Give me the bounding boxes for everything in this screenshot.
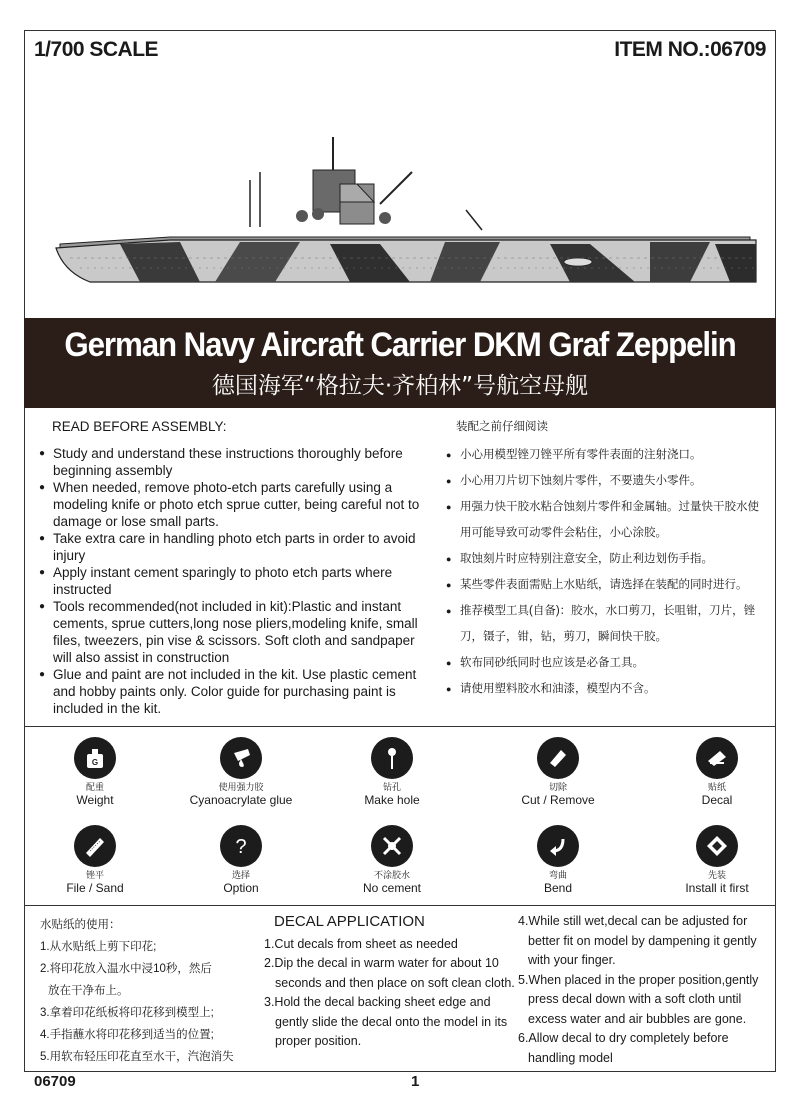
decal-line-zh: 2.将印花放入温水中浸10秒，然后 [40, 963, 212, 975]
instructions-chinese [444, 418, 764, 702]
decal-instructions-english [264, 912, 520, 1052]
legend-glue: 使用强力胶 Cyanoacrylate glue [171, 737, 311, 807]
decal-line-zh: 4.手指蘸水将印花移到适当的位置; [40, 1029, 214, 1041]
decal-instructions-chinese [40, 914, 260, 1068]
instruction-item-zh: ● 小心用模型锉刀锉平所有零件表面的注射浇口。 [444, 442, 764, 468]
instruction-item-zh: ● 用强力快干胶水粘合蚀刻片零件和金属轴。过量快干胶水使用可能导致可动零件会粘住，小心涂胶。 [444, 494, 764, 546]
legend-option: ? 选择 Option [171, 825, 311, 895]
legend-no-cement: 不涂胶水 No cement [322, 825, 462, 895]
title-chinese: 德国海军“格拉夫·齐柏林”号航空母舰 [211, 373, 589, 399]
instruction-item-zh: ● 推荐模型工具(自备)：胶水，水口剪刀，长咀钳，刀片，锉刀，镊子，钳，钻，剪刀，瞬间快干胶。 [444, 598, 764, 650]
instruction-item: ● Study and understand these instructions thoroughly before beginning assembly [36, 445, 436, 479]
instruction-item: ● When needed, remove photo-etch parts carefully using a modeling knife or photo etch sprue cutter, being careful not to damage or lose small parts. [36, 479, 436, 530]
instruction-item: ● Tools recommended(not included in kit):Plastic and instant cements, sprue cutters,long nose pliers,modeling knife, small files, tweezers, pin vise & scissors. Soft cloth and sandpaper will also assist in construction [36, 598, 436, 666]
legend-decal: 贴纸 Decal [647, 737, 787, 807]
legend-install-first: 先装 Install it first [647, 825, 787, 895]
file-icon [74, 825, 116, 867]
item-number: ITEM NO.:06709 [614, 38, 766, 61]
decal-step: 1.Cut decals from sheet as needed [264, 936, 458, 951]
ship-illustration [50, 132, 762, 292]
svg-text:G: G [91, 758, 99, 767]
cut-icon [537, 737, 579, 779]
decal-step: 3.Hold the decal backing sheet edge and gently slide the decal onto the model in its proper position. [264, 995, 508, 1048]
instruction-item-zh: ● 取蚀刻片时应特别注意安全，防止利边划伤手指。 [444, 546, 764, 572]
weight-icon [74, 737, 116, 779]
bend-icon [537, 825, 579, 867]
instruction-item: ● Apply instant cement sparingly to photo etch parts where instructed [36, 564, 436, 598]
instructions-heading: READ BEFORE ASSEMBLY: [52, 419, 227, 434]
install-first-icon [696, 825, 738, 867]
legend-cut: 切除 Cut / Remove [488, 737, 628, 807]
decal-line-zh: 3.拿着印花纸板将印花移到模型上; [40, 1007, 214, 1019]
question-icon [220, 825, 262, 867]
decal-heading: DECAL APPLICATION [274, 913, 425, 930]
legend-file: 锉平 File / Sand [25, 825, 165, 895]
no-cement-icon [371, 825, 413, 867]
symbol-legend [24, 726, 776, 906]
instructions-heading-zh: 装配之前仔细阅读 [456, 421, 548, 433]
instruction-item-zh: ● 软布同砂纸同时也应该是必备工具。 [444, 650, 764, 676]
legend-drill: 钻孔 Make hole [322, 737, 462, 807]
decal-step: 2.Dip the decal in warm water for about 10 seconds and then place on soft clean cloth. [264, 956, 515, 990]
drill-icon [371, 737, 413, 779]
decal-icon [696, 737, 738, 779]
title-english: German Navy Aircraft Carrier DKM Graf Zeppelin [64, 326, 736, 364]
scale-label: 1/700 SCALE [34, 38, 159, 61]
title-band [24, 318, 776, 408]
page-number: 1 [411, 1073, 420, 1090]
instructions-english [36, 418, 436, 717]
footer-item-number: 06709 [34, 1073, 76, 1090]
decal-step: 4.While still wet,decal can be adjusted for better fit on model by dampening it gently with your finger. [518, 914, 757, 967]
decal-step: 5.When placed in the proper position,gently press decal down with a soft cloth until excess water and air bubbles are gone. [518, 972, 759, 1026]
decal-step: 6.Allow decal to dry completely before handling model [518, 1031, 729, 1065]
decal-line-zh: 放在干净布上。 [48, 985, 129, 997]
instruction-item-zh: ● 请使用塑料胶水和油漆，模型内不含。 [444, 676, 764, 702]
instruction-item-zh: ● 小心用刀片切下蚀刻片零件，不要遗失小零件。 [444, 468, 764, 494]
legend-bend: 弯曲 Bend [488, 825, 628, 895]
decal-line-zh: 5.用软布轻压印花直至水干，汽泡消失 [40, 1051, 234, 1063]
decal-instructions-english-continued [518, 912, 768, 1068]
instruction-item: ● Glue and paint are not included in the kit. Use plastic cement and hobby paints only. Color guide for purchasing paint is included in the kit. [36, 666, 436, 717]
decal-line-zh: 1.从水贴纸上剪下印花; [40, 941, 157, 953]
svg-text:?: ? [235, 836, 247, 858]
instruction-item: ● Take extra care in handling photo etch parts in order to avoid injury [36, 530, 436, 564]
instruction-item-zh: ● 某些零件表面需贴上水贴纸，请选择在装配的同时进行。 [444, 572, 764, 598]
legend-weight: G 配重 Weight [25, 737, 165, 807]
decal-heading-zh: 水贴纸的使用： [40, 919, 121, 931]
glue-icon [220, 737, 262, 779]
